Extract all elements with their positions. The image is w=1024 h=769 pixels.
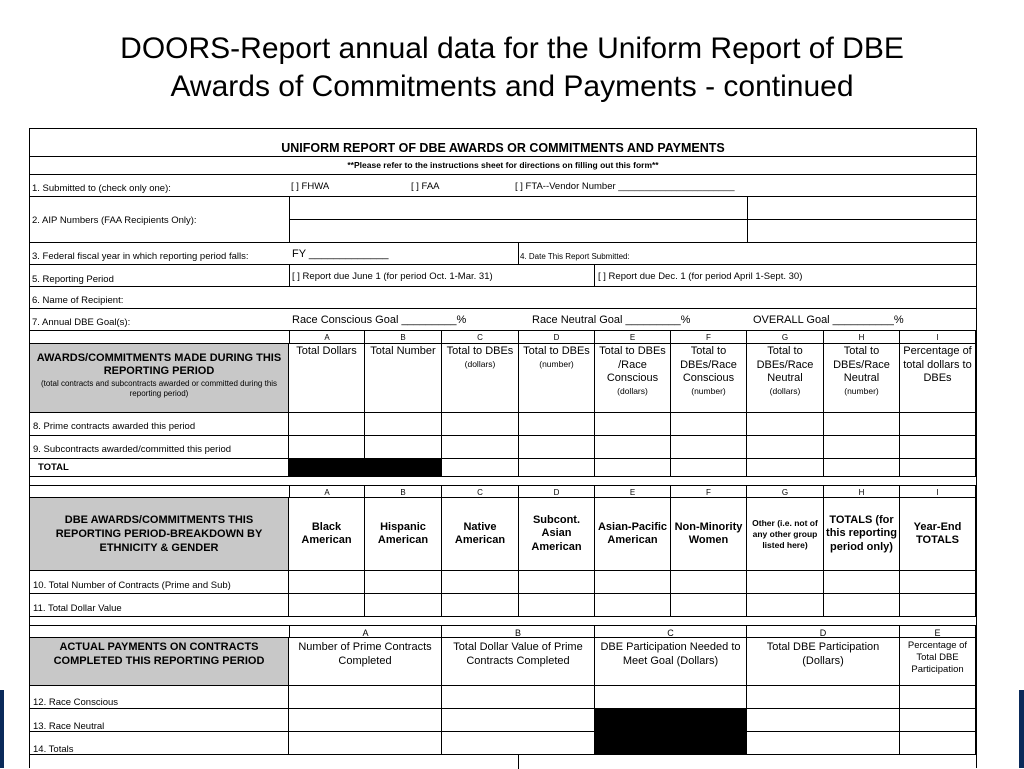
data-entry-cell[interactable] <box>595 686 747 708</box>
column-letter: F <box>671 486 747 497</box>
left-accent-bar <box>0 690 4 768</box>
section1-data-row <box>30 459 976 477</box>
section1-column-header <box>747 344 824 412</box>
row-label: 13. Race Neutral <box>30 709 289 731</box>
column-letter: E <box>900 626 976 637</box>
section2-data-row <box>30 594 976 617</box>
column-title: Total Dollar Value of Prime Contracts Completed <box>453 641 583 667</box>
column-title: Percentage of Total DBE Participation <box>907 640 968 675</box>
recipient-name-row <box>30 287 976 309</box>
section3-letter-row <box>30 625 976 638</box>
data-entry-cell[interactable] <box>289 686 442 708</box>
form-title: UNIFORM REPORT OF DBE AWARDS OR COMMITMENTS AND PAYMENTS <box>281 141 725 155</box>
column-unit: (dollars) <box>464 358 496 369</box>
column-letter: G <box>747 331 824 343</box>
column-letter: D <box>747 626 900 637</box>
section1-column-header <box>671 344 747 412</box>
column-title: Other (i.e. not of any other group listed here) <box>752 517 818 550</box>
row-label: 8. Prime contracts awarded this period <box>30 413 289 435</box>
column-title: Black American <box>301 520 352 546</box>
column-title: Asian-Pacific American <box>597 520 668 546</box>
data-entry-cell[interactable] <box>747 709 900 731</box>
reporting-period-label: 5. Reporting Period <box>32 274 114 285</box>
data-entry-cell[interactable] <box>900 571 976 593</box>
data-entry-cell[interactable] <box>519 459 595 476</box>
column-letter: C <box>442 331 519 343</box>
data-entry-cell[interactable] <box>747 459 824 476</box>
data-entry-cell[interactable] <box>289 413 365 435</box>
section2-column-header <box>900 498 976 570</box>
data-entry-cell[interactable] <box>365 436 442 458</box>
column-letter: B <box>365 331 442 343</box>
aip-numbers-label: 2. AIP Numbers (FAA Recipients Only): <box>32 215 197 226</box>
section3-column-header <box>747 638 900 685</box>
data-entry-cell[interactable] <box>442 732 595 754</box>
row-label: 9. Subcontracts awarded/committed this period <box>30 436 289 458</box>
column-letter: A <box>289 486 365 497</box>
column-title: Total to DBEs/Race Neutral <box>833 345 890 384</box>
section1-data-row <box>30 413 976 436</box>
section3-data-row <box>30 686 976 709</box>
race-conscious-goal-field[interactable]: Race Conscious Goal _________% <box>292 314 467 326</box>
column-title: Total to DBEs/Race Neutral <box>756 345 814 384</box>
column-title: Total Dollars <box>296 345 357 357</box>
submitted-to-label: 1. Submitted to (check only one): <box>32 183 171 194</box>
section3-header-row <box>30 638 976 686</box>
section3-data-row <box>30 732 976 755</box>
aip-numbers-row <box>30 197 976 243</box>
column-title: Total to DBEs/Race Conscious <box>680 345 737 384</box>
section1-column-header <box>595 344 671 412</box>
column-letter: G <box>747 486 824 497</box>
section3-heading-cell <box>30 638 289 685</box>
row-label: TOTAL <box>30 459 289 476</box>
section2-column-header <box>289 498 365 570</box>
column-title: DBE Participation Needed to Meet Goal (Dollars) <box>600 641 741 667</box>
race-neutral-goal-field[interactable]: Race Neutral Goal _________% <box>532 314 691 326</box>
data-entry-cell[interactable] <box>671 459 747 476</box>
column-title: TOTALS (for this reporting period only) <box>826 513 897 553</box>
section2-letter-row <box>30 485 976 498</box>
fiscal-year-label: 3. Federal fiscal year in which reporting period falls: <box>32 251 249 262</box>
section3-column-header <box>442 638 595 685</box>
section2-heading: DBE AWARDS/COMMITMENTS THIS REPORTING PERIOD-BREAKDOWN BY ETHNICITY & GENDER <box>55 514 263 554</box>
section2-column-header <box>519 498 595 570</box>
data-entry-cell[interactable] <box>900 459 976 476</box>
column-unit: (dollars) <box>769 385 801 396</box>
column-title: Non-Minority Women <box>674 520 743 546</box>
form-note-row <box>30 157 976 175</box>
data-entry-cell[interactable] <box>595 571 671 593</box>
data-entry-cell[interactable] <box>519 571 595 593</box>
section3-column-header <box>900 638 976 685</box>
right-accent-bar <box>1019 690 1024 768</box>
data-entry-cell[interactable] <box>365 413 442 435</box>
row-label: 12. Race Conscious <box>30 686 289 708</box>
row-label: 14. Totals <box>30 732 289 754</box>
data-entry-cell[interactable] <box>595 594 671 616</box>
data-entry-cell[interactable] <box>824 413 900 435</box>
data-entry-cell[interactable] <box>519 413 595 435</box>
data-entry-cell[interactable] <box>900 413 976 435</box>
column-title: Native American <box>454 520 506 546</box>
data-entry-cell[interactable] <box>365 594 442 616</box>
divider <box>518 755 519 769</box>
column-letter: B <box>365 486 442 497</box>
data-entry-cell[interactable] <box>747 571 824 593</box>
data-entry-cell[interactable] <box>519 594 595 616</box>
fhwa-checkbox[interactable]: [ ] FHWA <box>291 181 330 192</box>
slide-title-line-2: Awards of Commitments and Payments - continued <box>170 70 854 103</box>
column-title: Percentage of total dollars to DBEs <box>903 345 972 384</box>
dec-report-checkbox[interactable]: [ ] Report due Dec. 1 (for period April 1-Sept. 30) <box>598 271 803 282</box>
column-letter: F <box>671 331 747 343</box>
column-letter: A <box>289 626 442 637</box>
column-letter: C <box>442 486 519 497</box>
data-entry-cell[interactable] <box>900 594 976 616</box>
column-title: Total to DBEs <box>523 345 590 357</box>
section1-column-header <box>365 344 442 412</box>
blocked-cell <box>595 732 747 754</box>
section2-column-header <box>442 498 519 570</box>
fiscal-year-row <box>30 243 976 265</box>
data-entry-cell[interactable] <box>595 413 671 435</box>
data-entry-cell[interactable] <box>824 459 900 476</box>
data-entry-cell[interactable] <box>747 413 824 435</box>
column-letter: E <box>595 486 671 497</box>
column-letter: D <box>519 331 595 343</box>
section1-column-header <box>289 344 365 412</box>
section1-heading-note: (total contracts and subcontracts awarded or committed during this reporting period) <box>40 379 278 398</box>
section1-data-row <box>30 436 976 459</box>
section1-column-header <box>900 344 976 412</box>
column-letter: C <box>595 626 747 637</box>
section2-column-header <box>365 498 442 570</box>
data-entry-cell[interactable] <box>289 594 365 616</box>
data-entry-cell[interactable] <box>442 413 519 435</box>
data-entry-cell[interactable] <box>747 594 824 616</box>
data-entry-cell[interactable] <box>595 459 671 476</box>
data-entry-cell[interactable] <box>289 732 442 754</box>
section1-column-header <box>519 344 595 412</box>
form-note: **Please refer to the instructions sheet for directions on filling out this form** <box>347 160 659 170</box>
column-letter: D <box>519 486 595 497</box>
section3-heading: ACTUAL PAYMENTS ON CONTRACTS COMPLETED THIS REPORTING PERIOD <box>53 641 265 667</box>
section1-heading: AWARDS/COMMITMENTS MADE DURING THIS REPORTING PERIOD <box>36 352 282 377</box>
blocked-cell <box>595 709 747 731</box>
reporting-period-row <box>30 265 976 287</box>
recipient-name-label: 6. Name of Recipient: <box>32 295 124 306</box>
dbe-goal-row <box>30 309 976 331</box>
data-entry-cell[interactable] <box>824 594 900 616</box>
fta-checkbox[interactable]: [ ] FTA--Vendor Number ______________________ <box>515 181 735 192</box>
column-letter: H <box>824 486 900 497</box>
data-entry-cell[interactable] <box>442 459 519 476</box>
section2-header-row <box>30 498 976 571</box>
fiscal-year-field[interactable]: FY _____________ <box>292 248 389 260</box>
data-entry-cell[interactable] <box>747 436 824 458</box>
submitted-to-row <box>30 175 976 197</box>
data-entry-cell[interactable] <box>289 436 365 458</box>
blocked-cell <box>365 459 442 476</box>
data-entry-cell[interactable] <box>595 436 671 458</box>
june-report-checkbox[interactable]: [ ] Report due June 1 (for period Oct. 1-Mar. 31) <box>292 271 493 282</box>
dbe-report-form <box>29 128 977 768</box>
data-entry-cell[interactable] <box>519 436 595 458</box>
data-entry-cell[interactable] <box>671 436 747 458</box>
column-title: Subcont. Asian American <box>531 513 582 553</box>
data-entry-cell[interactable] <box>747 732 900 754</box>
data-entry-cell[interactable] <box>442 571 519 593</box>
data-entry-cell[interactable] <box>289 709 442 731</box>
data-entry-cell[interactable] <box>671 594 747 616</box>
column-unit: (number) <box>539 358 574 369</box>
blocked-cell <box>289 459 365 476</box>
column-unit: (number) <box>691 385 726 396</box>
column-letter: I <box>900 486 976 497</box>
data-entry-cell[interactable] <box>824 436 900 458</box>
section2-column-header <box>595 498 671 570</box>
column-letter: H <box>824 331 900 343</box>
section2-data-row <box>30 571 976 594</box>
column-unit: (dollars) <box>617 385 648 396</box>
section3-column-header <box>289 638 442 685</box>
data-entry-cell[interactable] <box>900 686 976 708</box>
dbe-goal-label: 7. Annual DBE Goal(s): <box>32 317 131 328</box>
section1-heading-cell <box>30 344 289 412</box>
overall-goal-field[interactable]: OVERALL Goal __________% <box>753 314 904 326</box>
section1-column-header <box>442 344 519 412</box>
data-entry-cell[interactable] <box>900 732 976 754</box>
data-entry-cell[interactable] <box>442 594 519 616</box>
section3-footer-row <box>30 755 976 769</box>
section1-column-header <box>824 344 900 412</box>
column-title: Hispanic American <box>377 520 429 546</box>
data-entry-cell[interactable] <box>900 709 976 731</box>
column-title: Total Number <box>370 345 436 357</box>
data-entry-cell[interactable] <box>442 709 595 731</box>
data-entry-cell[interactable] <box>289 571 365 593</box>
section3-column-header <box>595 638 747 685</box>
data-entry-cell[interactable] <box>365 571 442 593</box>
column-title: Total to DBEs /Race Conscious <box>599 345 666 384</box>
data-entry-cell[interactable] <box>747 686 900 708</box>
data-entry-cell[interactable] <box>900 436 976 458</box>
section3-data-row <box>30 709 976 732</box>
section2-heading-cell <box>30 498 289 570</box>
column-unit: (number) <box>844 385 879 396</box>
column-letter: A <box>289 331 365 343</box>
section2-column-header <box>671 498 747 570</box>
section2-column-header <box>824 498 900 570</box>
column-title: Total to DBEs <box>446 345 514 357</box>
form-title-row <box>30 129 976 157</box>
section1-header-row <box>30 344 976 413</box>
data-entry-cell[interactable] <box>671 413 747 435</box>
column-title: Number of Prime Contracts Completed <box>298 641 432 667</box>
date-submitted-label: 4. Date This Report Submitted: <box>520 252 630 261</box>
data-entry-cell[interactable] <box>671 571 747 593</box>
faa-checkbox[interactable]: [ ] FAA <box>411 181 440 192</box>
column-letter: E <box>595 331 671 343</box>
row-label: 10. Total Number of Contracts (Prime and Sub) <box>30 571 289 593</box>
data-entry-cell[interactable] <box>442 436 519 458</box>
column-title: Year-End TOTALS <box>913 520 962 546</box>
section2-column-header <box>747 498 824 570</box>
row-label: 11. Total Dollar Value <box>30 594 289 616</box>
column-letter: B <box>442 626 595 637</box>
slide-title <box>0 30 1024 106</box>
slide-title-line-1: DOORS-Report annual data for the Uniform Report of DBE <box>120 32 904 65</box>
data-entry-cell[interactable] <box>442 686 595 708</box>
column-letter: I <box>900 331 976 343</box>
data-entry-cell[interactable] <box>824 571 900 593</box>
column-title: Total DBE Participation (Dollars) <box>766 641 880 667</box>
section1-letter-row <box>30 331 976 344</box>
